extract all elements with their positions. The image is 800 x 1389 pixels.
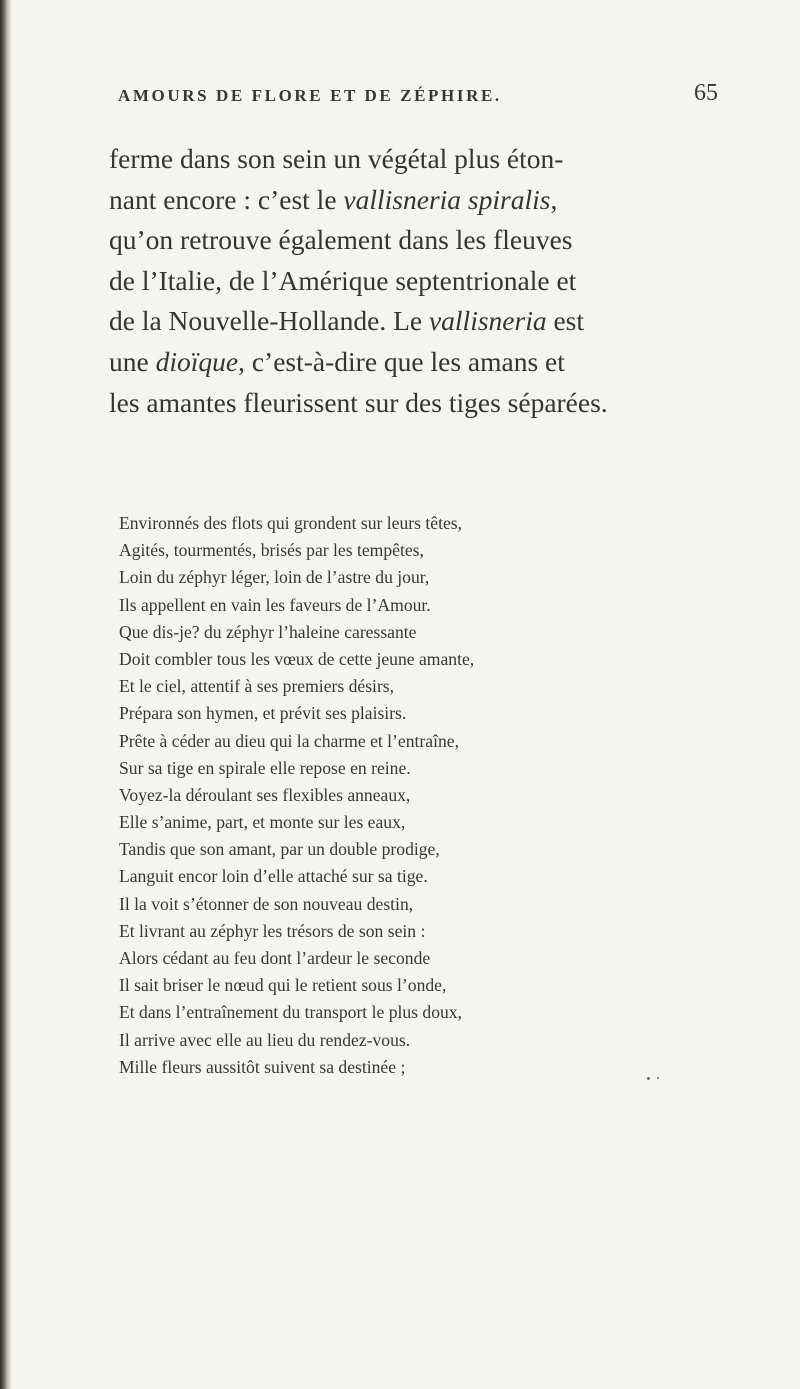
prose-line xyxy=(109,383,713,424)
italic-term: dioïque xyxy=(155,345,239,377)
prose-text: les amantes fleurissent sur des tiges séparées. xyxy=(109,386,608,418)
verse-line: Languit encor loin d’elle attaché sur sa tige. xyxy=(119,866,428,887)
verse-line: Il sait briser le nœud qui le retient sous l’onde, xyxy=(119,975,447,996)
verse-line: Alors cédant au feu dont l’ardeur le seconde xyxy=(119,948,431,968)
prose-line xyxy=(109,220,713,261)
verse-line: Il la voit s’étonner de son nouveau destin, xyxy=(119,893,414,914)
verse-line: Et dans l’entraînement du transport le plus doux, xyxy=(119,1002,463,1023)
verse-line: Et le ciel, attentif à ses premiers désirs, xyxy=(119,676,395,697)
prose-line xyxy=(109,261,713,302)
prose-text: une xyxy=(109,345,156,377)
verse-line: Ils appellent en vain les faveurs de l’Amour. xyxy=(119,594,431,615)
prose-text: de la Nouvelle-Hollande. Le xyxy=(109,305,429,337)
prose-text: nant encore : c’est le xyxy=(109,183,344,215)
verse-line: Sur sa tige en spirale elle repose en reine. xyxy=(119,757,411,778)
prose-text: , xyxy=(550,183,558,215)
verse-line: Que dis-je? du zéphyr l’haleine caressante xyxy=(119,621,417,642)
prose-line xyxy=(109,180,713,221)
verse-line: Tandis que son amant, par un double prodige, xyxy=(119,839,440,860)
verse-line: Loin du zéphyr léger, loin de l’astre du jour, xyxy=(119,567,430,588)
verse-line: Elle s’anime, part, et monte sur les eaux, xyxy=(119,812,406,833)
prose-text: est xyxy=(546,305,585,337)
page-number: 65 xyxy=(694,80,718,106)
verse-line: Environnés des flots qui grondent sur leurs têtes, xyxy=(119,513,463,533)
prose-text: ferme dans son sein un végétal plus éton- xyxy=(109,143,564,174)
prose-text: qu’on retrouve également dans les fleuves xyxy=(109,224,573,256)
running-title: AMOURS DE FLORE ET DE ZÉPHIRE. xyxy=(118,86,502,105)
page-header xyxy=(118,80,718,110)
prose-line xyxy=(109,139,713,180)
prose-line xyxy=(109,342,713,383)
verse-line: Voyez-la déroulant ses flexibles anneaux, xyxy=(119,784,411,805)
prose-paragraph xyxy=(109,139,713,423)
verse-line: Prête à céder au dieu qui la charme et l’entraîne, xyxy=(119,730,459,751)
verse-line: Il arrive avec elle au lieu du rendez-vous. xyxy=(119,1029,411,1050)
page-gutter-shadow xyxy=(0,0,12,1389)
verse-line: Doit combler tous les vœux de cette jeune amante, xyxy=(119,648,475,669)
prose-line xyxy=(109,301,713,342)
verse-line: Prépara son hymen, et prévit ses plaisirs. xyxy=(119,703,407,724)
ink-speck xyxy=(657,1077,659,1079)
italic-term: vallisneria spiralis xyxy=(343,183,551,215)
verse-line: Et livrant au zéphyr les trésors de son sein : xyxy=(119,920,426,941)
italic-term: vallisneria xyxy=(428,305,547,337)
verse-block xyxy=(119,510,719,1081)
verse-line: Agités, tourmentés, brisés par les tempêtes, xyxy=(119,540,424,561)
prose-text: de l’Italie, de l’Amérique septentrionale et xyxy=(109,264,577,296)
verse-line: Mille fleurs aussitôt suivent sa destinée ; xyxy=(119,1056,406,1077)
ink-speck xyxy=(647,1077,650,1080)
prose-text: , c’est-à-dire que les amans et xyxy=(238,345,565,377)
